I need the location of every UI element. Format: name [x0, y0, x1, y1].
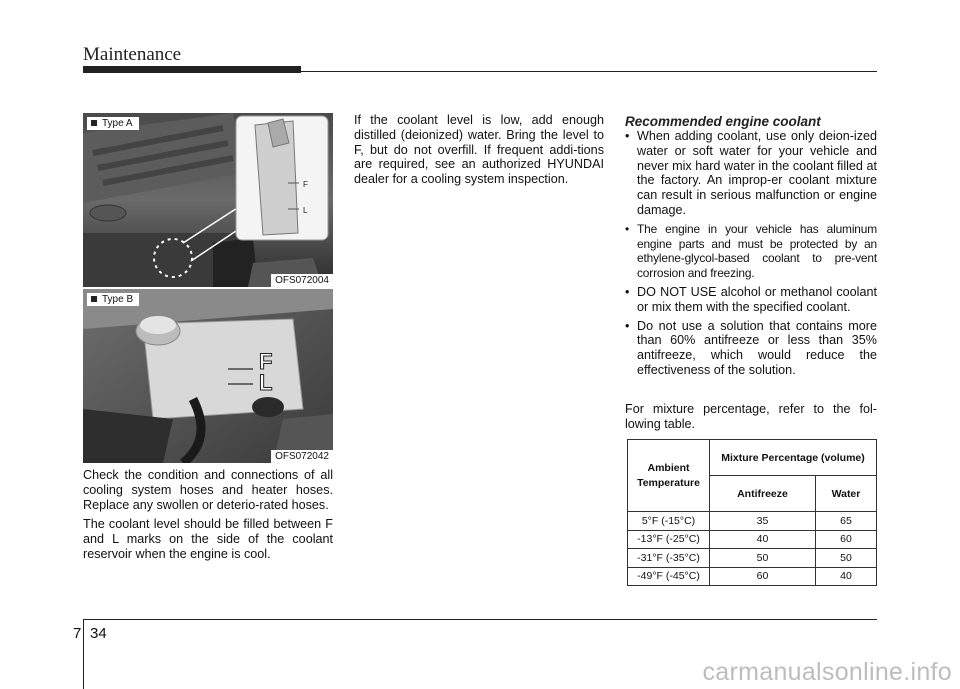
bullet-list: [625, 129, 877, 382]
header-ambient-temperature: Ambient Temperature: [628, 440, 710, 512]
cell-water: 60: [815, 530, 876, 549]
cell-water: 40: [815, 567, 876, 586]
square-bullet-icon: [91, 120, 97, 126]
cell-water: 50: [815, 549, 876, 568]
figure-type-label: Type A: [87, 117, 139, 130]
page-number: 34: [90, 625, 107, 642]
cell-temperature: 5°F (-15°C): [628, 512, 710, 531]
low-mark-l-b: L: [259, 370, 273, 395]
left-column-text: [83, 468, 333, 567]
watermark: carmanualsonline.info: [702, 658, 952, 686]
table-row: [628, 512, 877, 531]
section-title: Maintenance: [83, 44, 182, 65]
table-row: [628, 549, 877, 568]
paragraph: The coolant level should be filled between F and L marks on the side of the coolant reservoir when the engine is cool.: [83, 517, 333, 561]
cell-temperature: -49°F (-45°C): [628, 567, 710, 586]
bullet-item: • The engine in your vehicle has aluminum engine parts and must be protected by an ethylene-glycol-based coolant to pre-vent corrosion and freezing.: [625, 222, 877, 281]
mixture-note: For mixture percentage, refer to the fol-lowing table.: [625, 402, 877, 431]
fill-mark-f-b: F: [259, 349, 273, 374]
footer-divider: [83, 619, 84, 689]
cell-antifreeze: 50: [710, 549, 816, 568]
engine-bay-photo-a: [83, 113, 333, 287]
cell-antifreeze: 40: [710, 530, 816, 549]
table-row: [628, 530, 877, 549]
figure-type-label: Type B: [87, 293, 139, 306]
cell-water: 65: [815, 512, 876, 531]
fill-mark-f-a: F: [303, 180, 308, 189]
coolant-mixture-table: [627, 439, 877, 586]
bullet-item: • When adding coolant, use only deion-ized water or soft water for your vehicle and never mix hard water in the coolant filled at the factory. An improp-er coolant mixture can result in serious malfunction or engine damage.: [625, 129, 877, 218]
table-row: [628, 567, 877, 586]
bullet-item: • DO NOT USE alcohol or methanol coolant or mix them with the specified coolant.: [625, 285, 877, 315]
figure-code: OFS072042: [271, 450, 333, 463]
figure-type-a: [83, 113, 333, 287]
cell-temperature: -13°F (-25°C): [628, 530, 710, 549]
header-mixture-percentage: Mixture Percentage (volume): [710, 440, 877, 476]
figure-type-b: [83, 289, 333, 463]
subheading: Recommended engine coolant: [625, 114, 821, 129]
footer-rule: [83, 619, 877, 620]
header-antifreeze: Antifreeze: [710, 476, 816, 512]
figure-code: OFS072004: [271, 274, 333, 287]
paragraph: Check the condition and connections of all cooling system hoses and heater hoses. Replace any swollen or deterio-rated hoses.: [83, 468, 333, 512]
cell-temperature: -31°F (-35°C): [628, 549, 710, 568]
paragraph: If the coolant level is low, add enough distilled (deionized) water. Bring the level to F, but do not overfill. If frequent addi-tions are required, see an authorized HYUNDAI dealer for a cooling system inspection.: [354, 113, 604, 187]
middle-column-text: [354, 113, 604, 192]
engine-bay-photo-b: [83, 289, 333, 463]
header-rule: [301, 71, 877, 72]
chapter-number: 7: [73, 625, 82, 642]
cell-antifreeze: 35: [710, 512, 816, 531]
square-bullet-icon: [91, 296, 97, 302]
cell-antifreeze: 60: [710, 567, 816, 586]
low-mark-l-a: L: [303, 206, 308, 215]
header-water: Water: [815, 476, 876, 512]
bullet-item: • Do not use a solution that contains more than 60% antifreeze or less than 35% antifreeze, which would reduce the effectiveness of the solution.: [625, 319, 877, 378]
header-bar: [83, 66, 301, 73]
